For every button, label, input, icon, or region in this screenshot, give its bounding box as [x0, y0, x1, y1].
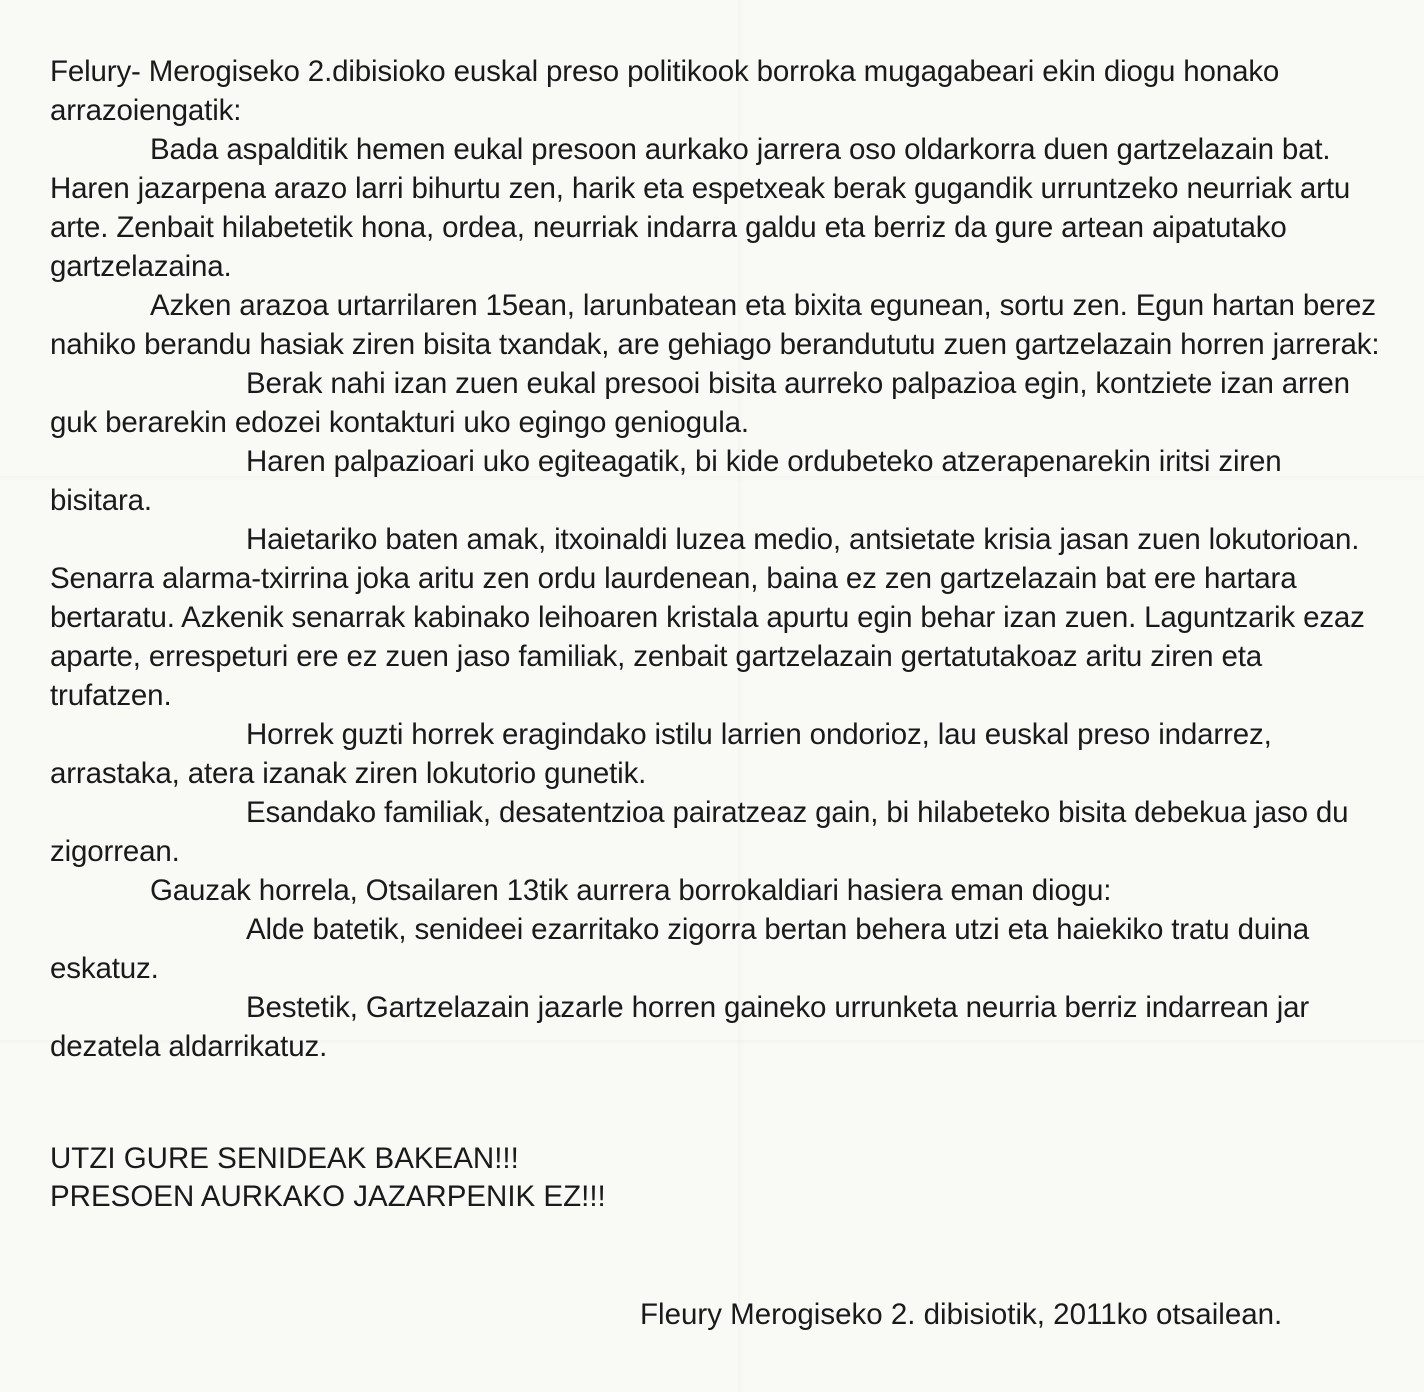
- paragraph-6: Horrek guzti horrek eragindako istilu larrien ondorioz, lau euskal preso indarrez, arrastaka, atera izanak ziren lokutorio gunetik.: [50, 718, 1272, 790]
- paragraph-7: Esandako familiak, desatentzioa pairatzeaz gain, bi hilabeteko bisita debekua jaso du zigorrean.: [50, 796, 1349, 868]
- paragraph-4: Haren palpazioari uko egiteagatik, bi kide ordubeteko atzerapenarekin iritsi ziren bisitara.: [50, 445, 1282, 517]
- slogans: [50, 1140, 606, 1216]
- slogan-1: UTZI GURE SENIDEAK BAKEAN!!!: [50, 1142, 519, 1175]
- paragraph-10: Bestetik, Gartzelazain jazarle horren gaineko urrunketa neurria berriz indarrean jar dezatela aldarrikatuz.: [50, 991, 1310, 1063]
- letter-body: [50, 52, 1390, 1066]
- paragraph-9: Alde batetik, senideei ezarritako zigorra bertan behera utzi eta haiekiko tratu duina eskatuz.: [50, 913, 1310, 985]
- signature-line: Fleury Merogiseko 2. dibisiotik, 2011ko otsailean.: [640, 1298, 1283, 1331]
- paragraph-5: Haietariko baten amak, itxoinaldi luzea medio, antsietate krisia jasan zuen lokutorioan. Senarra alarma-txirrina joka aritu zen ordu laurdenean, baina ez zen gartzelazain bat ere hartara bertaratu. Azkenik senarrak kabinako leihoaren kristala apurtu egin behar izan zuen. Laguntzarik ezaz aparte, errespeturi ere ez zuen jaso familiak, zenbait gartzelazain gertatutakoaz aritu ziren eta trufatzen.: [50, 523, 1365, 712]
- paragraph-1: Bada aspalditik hemen eukal presoon aurkako jarrera oso oldarkorra duen gartzelazain bat. Haren jazarpena arazo larri bihurtu zen, harik eta espetxeak berak gugandik urruntzeko neurriak artu arte. Zenbait hilabetetik hona, ordea, neurriak indarra galdu eta berriz da gure artean aipatutako gartzelazaina.: [50, 133, 1351, 283]
- slogan-2: PRESOEN AURKAKO JAZARPENIK EZ!!!: [50, 1180, 606, 1213]
- paragraph-2: Azken arazoa urtarrilaren 15ean, larunbatean eta bixita egunean, sortu zen. Egun hartan berez nahiko berandu hasiak ziren bisita txandak, are gehiago berandututu zuen gartzelazain horren jarrerak:: [50, 289, 1380, 361]
- intro-paragraph: Felury- Merogiseko 2.dibisioko euskal preso politikook borroka mugagabeari ekin diogu honako arrazoiengatik:: [50, 55, 1280, 127]
- paragraph-3: Berak nahi izan zuen eukal presooi bisita aurreko palpazioa egin, kontziete izan arren guk berarekin edozei kontakturi uko egingo geniogula.: [50, 367, 1350, 439]
- paragraph-8: Gauzak horrela, Otsailaren 13tik aurrera borrokaldiari hasiera eman diogu:: [150, 874, 1112, 907]
